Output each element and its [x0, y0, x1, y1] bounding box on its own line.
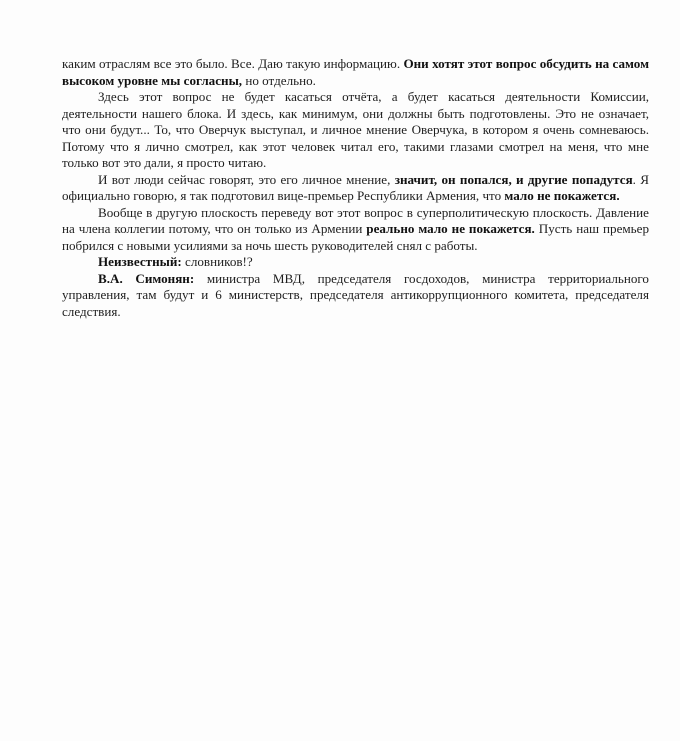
p6-text-1: министра МВД, председателя госдоходов, министра территориального управления, там будут и 6 министерств, председателя антикоррупционного комитета, председателя следствия. [62, 270, 649, 319]
speaker-simonyan: В.А. Симонян: [98, 270, 195, 286]
paragraph-4 [62, 205, 649, 255]
p3-bold-2: мало не покажется. [504, 188, 620, 203]
p3-text-1: И вот люди сейчас говорят, это его личное мнение, [98, 171, 395, 187]
p1-text-2: но отдельно. [242, 72, 316, 88]
paragraph-5 [62, 254, 649, 271]
p4-bold-1: реально мало не покажется. [366, 221, 535, 236]
paragraph-6 [62, 271, 649, 321]
p3-bold-1: значит, он попался, и другие попадутся [394, 171, 633, 187]
speaker-unknown: Неизвестный: [98, 254, 182, 269]
paragraph-1 [62, 56, 649, 89]
p4-text-1: Вообще в другую плоскость переведу вот этот вопрос в суперполитическую плоскость. Давление на члена коллегии потому, что он только из Армении [62, 204, 649, 236]
p4-text-2: Пусть наш премьер побрился с новыми усилиями за ночь шесть руководителей снял с работы. [62, 221, 650, 253]
paragraph-2 [62, 89, 649, 172]
p1-text-1: каким отраслям все это было. Все. Даю такую информацию. [62, 56, 404, 71]
p1-bold-1: Они хотят этот вопрос обсудить на самом высоком уровне мы согласны, [62, 56, 650, 88]
p5-text-1: словников!? [181, 254, 253, 269]
p2-text-1: Здесь этот вопрос не будет касаться отчёта, а будет касаться деятельности Комиссии, деятельности нашего блока. И здесь, как минимум, они должны быть подготовлены. Это не означает, что они будут... То, что Оверчук выступал, и личное мнение Оверчука, в котором я очень сомневаюсь. Потому что я лично смотрел, как этот человек читал его, такими глазами смотрел на меня, что мне только вот это дали, я просто читаю. [62, 89, 649, 170]
transcript-text [62, 56, 649, 320]
p3-text-2: . Я официально говорю, я так подготовил вице-премьер Республики Армения, что [62, 171, 650, 203]
paragraph-3 [62, 172, 649, 205]
